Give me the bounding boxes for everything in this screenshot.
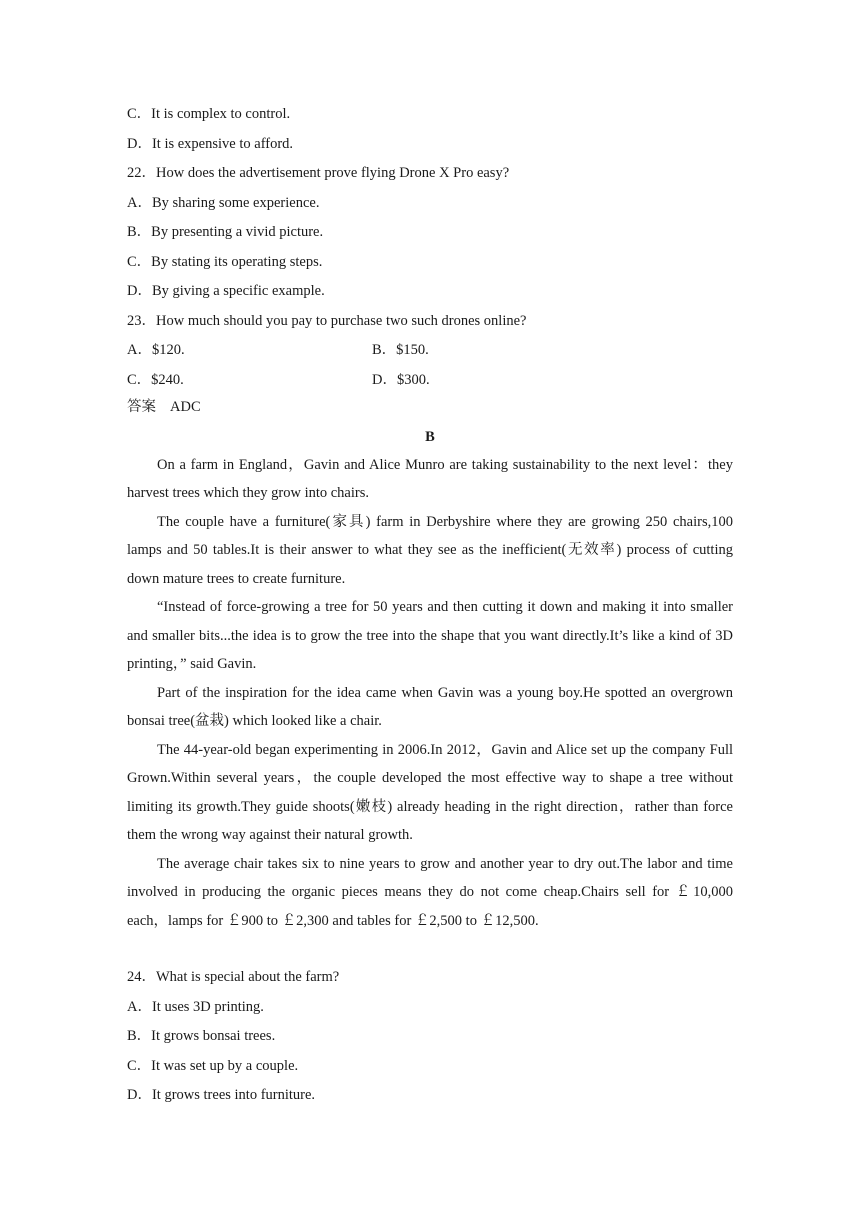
- q22-option-b: B．By presenting a vivid picture.: [127, 224, 324, 240]
- q21-option-c: C．It is complex to control.: [127, 106, 291, 122]
- answer-line: [127, 393, 733, 423]
- q24-question: 24．What is special about the farm?: [127, 969, 340, 985]
- q23-option-c: C．$240.: [127, 371, 184, 388]
- q23-option-b: B．$150.: [372, 342, 429, 358]
- q24-option-b: B．It grows bonsai trees.: [127, 1028, 276, 1044]
- document-page: [127, 100, 733, 1111]
- answer-value: ADC: [170, 399, 201, 415]
- q22-question: 22．How does the advertisement prove flying Drone X Pro easy?: [127, 165, 510, 181]
- q23-question: 23．How much should you pay to purchase two such drones online?: [127, 312, 527, 329]
- q23-option-a: A．$120.: [127, 342, 185, 358]
- q23-option-d: D．$300.: [372, 371, 430, 388]
- q22-option-c: C．By stating its operating steps.: [127, 253, 323, 270]
- q24-option-c: C．It was set up by a couple.: [127, 1057, 299, 1074]
- q22-option-d: D．By giving a specific example.: [127, 283, 325, 299]
- passage-paragraph: The couple have a furniture(家具) farm in Derbyshire where they are growing 250 chairs,100 lamps and 50 tables.It is their answer to what they see as the inefficient(无效率) process of cutting down mature trees to create furniture.: [127, 513, 733, 587]
- passage-paragraph: On a farm in England，Gavin and Alice Munro are taking sustainability to the next level：they harvest trees which they grow into chairs.: [127, 456, 733, 501]
- passage-paragraph: The 44-year-old began experimenting in 2006.In 2012，Gavin and Alice set up the company Full Grown.Within several years，the couple developed the most effective way to shape a tree without limiting its growth.They guide shoots(嫩枝) already heading in the right direction，rather than force them the wrong way against their natural growth.: [127, 741, 733, 843]
- passage-paragraph: “Instead of force-growing a tree for 50 years and then cutting it down and making it into smaller and smaller bits...the idea is to grow the tree into the shape that you want directly.It’s like a kind of 3D printing，” said Gavin.: [127, 599, 733, 672]
- blank-line: [127, 935, 733, 963]
- q21-option-d: D．It is expensive to afford.: [127, 135, 294, 152]
- q24-option-d: D．It grows trees into furniture.: [127, 1087, 316, 1103]
- q22-option-a: A．By sharing some experience.: [127, 194, 320, 211]
- answer-label: 答案: [127, 399, 156, 415]
- q23-options-row-2: [127, 366, 733, 396]
- q23-options-row-1: [127, 336, 733, 366]
- q24-option-a: A．It uses 3D printing.: [127, 998, 264, 1015]
- passage-paragraph: Part of the inspiration for the idea came when Gavin was a young boy.He spotted an overgrown bonsai tree(盆栽) which looked like a chair.: [127, 684, 733, 729]
- section-title: B: [425, 428, 435, 445]
- passage-paragraph: The average chair takes six to nine years to grow and another year to dry out.The labor and time involved in producing the organic pieces means they do not come cheap.Chairs sell for ￡10,000 each，lamps for ￡900 to ￡2,300 and tables for ￡2,500 to ￡12,500.: [127, 855, 733, 929]
